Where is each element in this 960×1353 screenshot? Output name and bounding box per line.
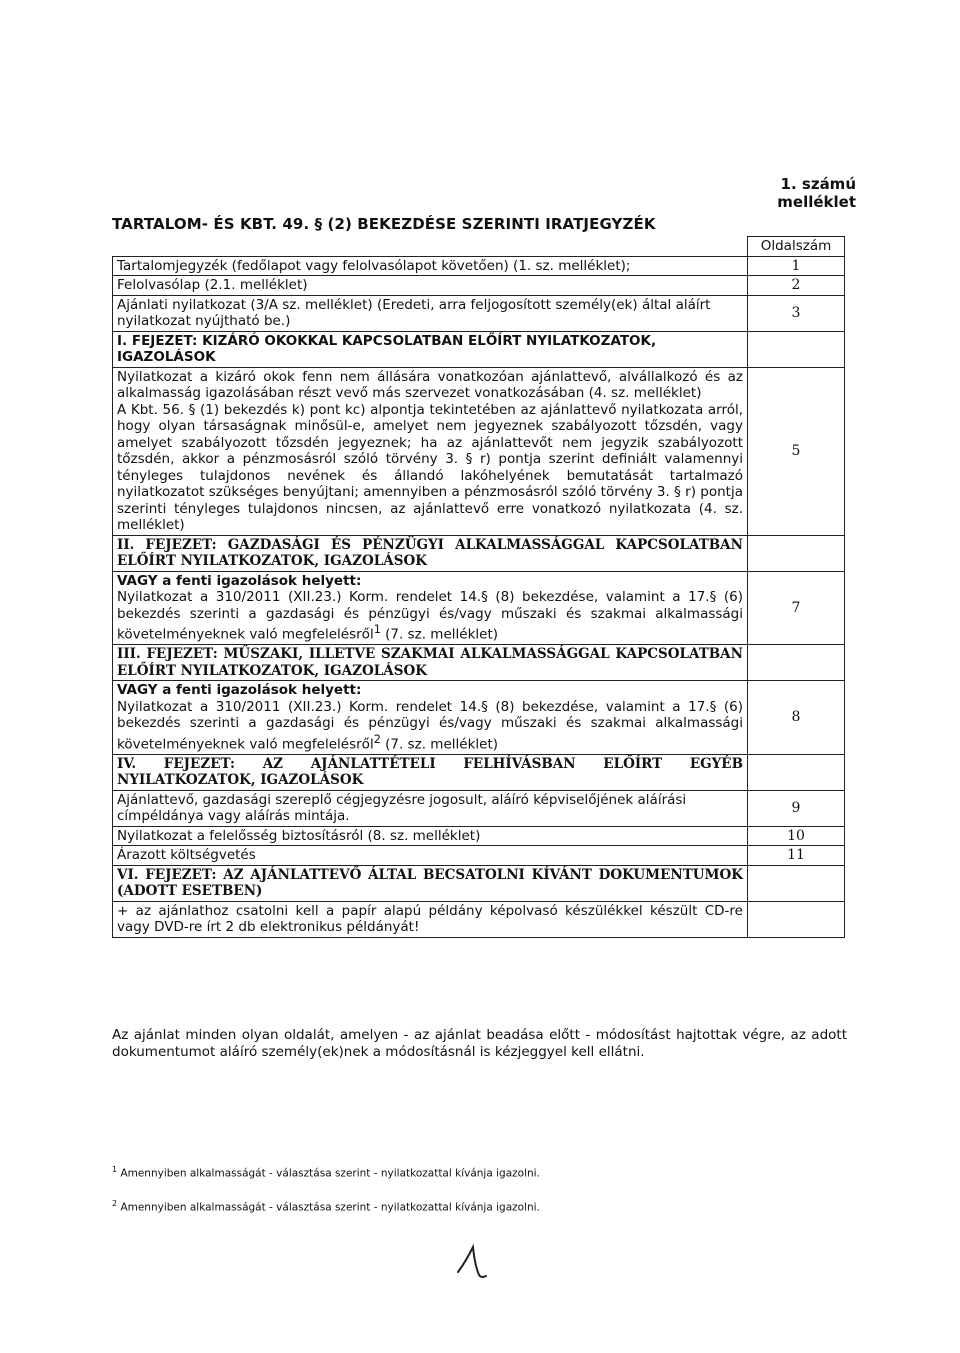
entry-paragraph-text: Nyilatkozat a 310/2011 (XII.23.) Korm. rendelet 14.§ (8) bekezdése, valamint a 17.§ (6) bekezdés szerinti a gazdasági és pénzügyi és/vagy műszaki és szakmai alkalmassági követelményeknek való megfelelésről — [117, 589, 743, 643]
chapter-heading: IV. FEJEZET: AZ AJÁNLATTÉTELI FELHÍVÁSBAN ELŐÍRT EGYÉB NYILATKOZATOK, IGAZOLÁSOK — [113, 754, 748, 790]
entry-text — [113, 681, 748, 755]
chapter-heading: III. FEJEZET: MŰSZAKI, ILLETVE SZAKMAI ALKALMASSÁGGAL KAPCSOLATBAN ELŐÍRT NYILATKOZATOK, IGAZOLÁSOK — [113, 645, 748, 681]
entry-subheading: VAGY a fenti igazolások helyett: — [117, 572, 362, 589]
table-header-row — [113, 237, 845, 257]
entry-page: 9 — [748, 790, 845, 826]
header-spacer-cell — [113, 237, 748, 257]
table-row — [113, 571, 845, 645]
chapter-row — [113, 754, 845, 790]
footnote — [112, 1165, 540, 1180]
entry-text — [113, 367, 748, 535]
entry-text: Tartalomjegyzék (fedőlapot vagy felolvasólapot követően) (1. sz. melléklet); — [113, 256, 748, 276]
entry-page-empty — [748, 865, 845, 901]
table-row — [113, 901, 845, 937]
table-row — [113, 367, 845, 535]
chapter-row — [113, 535, 845, 571]
handwritten-page-number — [452, 1242, 492, 1282]
entry-page: 7 — [748, 571, 845, 645]
entry-text: Nyilatkozat a felelősség biztosításról (8. sz. melléklet) — [113, 826, 748, 846]
entry-text: Árazott költségvetés — [113, 846, 748, 866]
entry-paragraph — [117, 589, 743, 643]
footnote — [112, 1199, 540, 1214]
footnote-reference: 1 — [373, 623, 381, 636]
table-row — [113, 790, 845, 826]
entry-text: Ajánlattevő, gazdasági szereplő cégjegyzésre jogosult, aláíró képviselőjének aláírási címpéldánya vagy aláírás mintája. — [113, 790, 748, 826]
footnote-text: Amennyiben alkalmasságát - választása szerint - nyilatkozattal kívánja igazolni. — [120, 1201, 540, 1214]
footnote-mark: 1 — [112, 1165, 118, 1174]
table-row — [113, 846, 845, 866]
chapter-heading: I. FEJEZET: KIZÁRÓ OKOKKAL KAPCSOLATBAN ELŐÍRT NYILATKOZATOK, IGAZOLÁSOK — [113, 331, 748, 367]
entry-text: + az ajánlathoz csatolni kell a papír alapú példány képolvasó készülékkel készült CD-re vagy DVD-re írt 2 db elektronikus példányát! — [113, 901, 748, 937]
entry-subheading: VAGY a fenti igazolások helyett: — [117, 682, 362, 698]
entry-page: 11 — [748, 846, 845, 866]
entry-page: 10 — [748, 826, 845, 846]
chapter-heading: VI. FEJEZET: AZ AJÁNLATTEVŐ ÁLTAL BECSATOLNI KÍVÁNT DOKUMENTUMOK (ADOTT ESETBEN) — [113, 865, 748, 901]
entry-page: 1 — [748, 256, 845, 276]
chapter-row — [113, 645, 845, 681]
footnote-text: Amennyiben alkalmasságát - választása szerint - nyilatkozattal kívánja igazolni. — [120, 1167, 540, 1180]
entry-page: 5 — [748, 367, 845, 535]
chapter-heading: II. FEJEZET: GAZDASÁGI ÉS PÉNZÜGYI ALKALMASSÁGGAL KAPCSOLATBAN ELŐÍRT NYILATKOZATOK, IGAZOLÁSOK — [113, 535, 748, 571]
table-row — [113, 295, 845, 331]
entry-page-empty — [748, 645, 845, 681]
entry-paragraph: A Kbt. 56. § (1) bekezdés k) pont kc) alpontja tekintetében az ajánlattevő nyilatkozata arról, hogy olyan társaságnak minősül-e, amelyet nem jegyeznek szabályozott tőzsdén, vagy amelyet szabályozott tőzsdén jegyeznek; ha az ajánlattevőt nem jegyzik szabályozott tőzsdén, akkor a pénzmosásról szóló törvény 3. § r) pontja szerint definiált valamennyi tényleges tulajdonos nevének és állandó lakóhelyének bemutatását tartalmazó nyilatkozatot szükséges benyújtani; amennyiben a pénzmosásról szóló törvény 3. § r) pontja szerinti tényleges tulajdonos nincsen, az ajánlattevő erre vonatkozó nyilatkozata (4. sz. melléklet) — [117, 401, 743, 533]
entry-text: Felolvasólap (2.1. melléklet) — [113, 276, 748, 296]
chapter-row — [113, 865, 845, 901]
entry-page-empty — [748, 331, 845, 367]
annex-label: 1. számú melléklet — [777, 175, 856, 211]
footnote-mark: 2 — [112, 1199, 118, 1208]
entry-paragraph-tail: (7. sz. melléklet) — [380, 736, 499, 752]
footnote-reference: 2 — [373, 732, 381, 746]
table-row — [113, 256, 845, 276]
entry-page-empty — [748, 901, 845, 937]
entry-page-empty — [748, 535, 845, 571]
entry-text — [113, 571, 748, 645]
entry-page: 2 — [748, 276, 845, 296]
contents-table — [112, 236, 845, 938]
modification-note: Az ajánlat minden olyan oldalát, amelyen - az ajánlat beadása előtt - módosítást hajtottak végre, az adott dokumentumot aláíró személy(ek)nek a módosításnál is kézjeggyel kell ellátni. — [112, 1027, 847, 1060]
document-title: TARTALOM- ÉS KBT. 49. § (2) BEKEZDÉSE SZERINTI IRATJEGYZÉK — [112, 215, 656, 233]
entry-page: 8 — [748, 681, 845, 755]
entry-page: 3 — [748, 295, 845, 331]
entry-paragraph — [117, 699, 743, 753]
table-row — [113, 826, 845, 846]
table-row — [113, 276, 845, 296]
entry-paragraph-tail: (7. sz. melléklet) — [380, 626, 499, 643]
chapter-row — [113, 331, 845, 367]
entry-page-empty — [748, 754, 845, 790]
entry-text: Ajánlati nyilatkozat (3/A sz. melléklet) (Eredeti, arra feljogosított személy(ek) által aláírt nyilatkozat nyújtható be.) — [113, 295, 748, 331]
entry-paragraph-text: Nyilatkozat a 310/2011 (XII.23.) Korm. rendelet 14.§ (8) bekezdése, valamint a 17.§ (6) bekezdés szerinti a gazdasági és pénzügyi és/vagy műszaki és szakmai alkalmassági követelményeknek való megfelelésről — [117, 698, 743, 752]
entry-paragraph: Nyilatkozat a kizáró okok fenn nem állására vonatkozóan ajánlattevő, alvállalkozó és az alkalmasság igazolásában részt vevő más szervezet vonatkozásában (4. sz. melléklet) — [117, 368, 743, 401]
page-column-header: Oldalszám — [748, 237, 845, 257]
table-row — [113, 681, 845, 755]
